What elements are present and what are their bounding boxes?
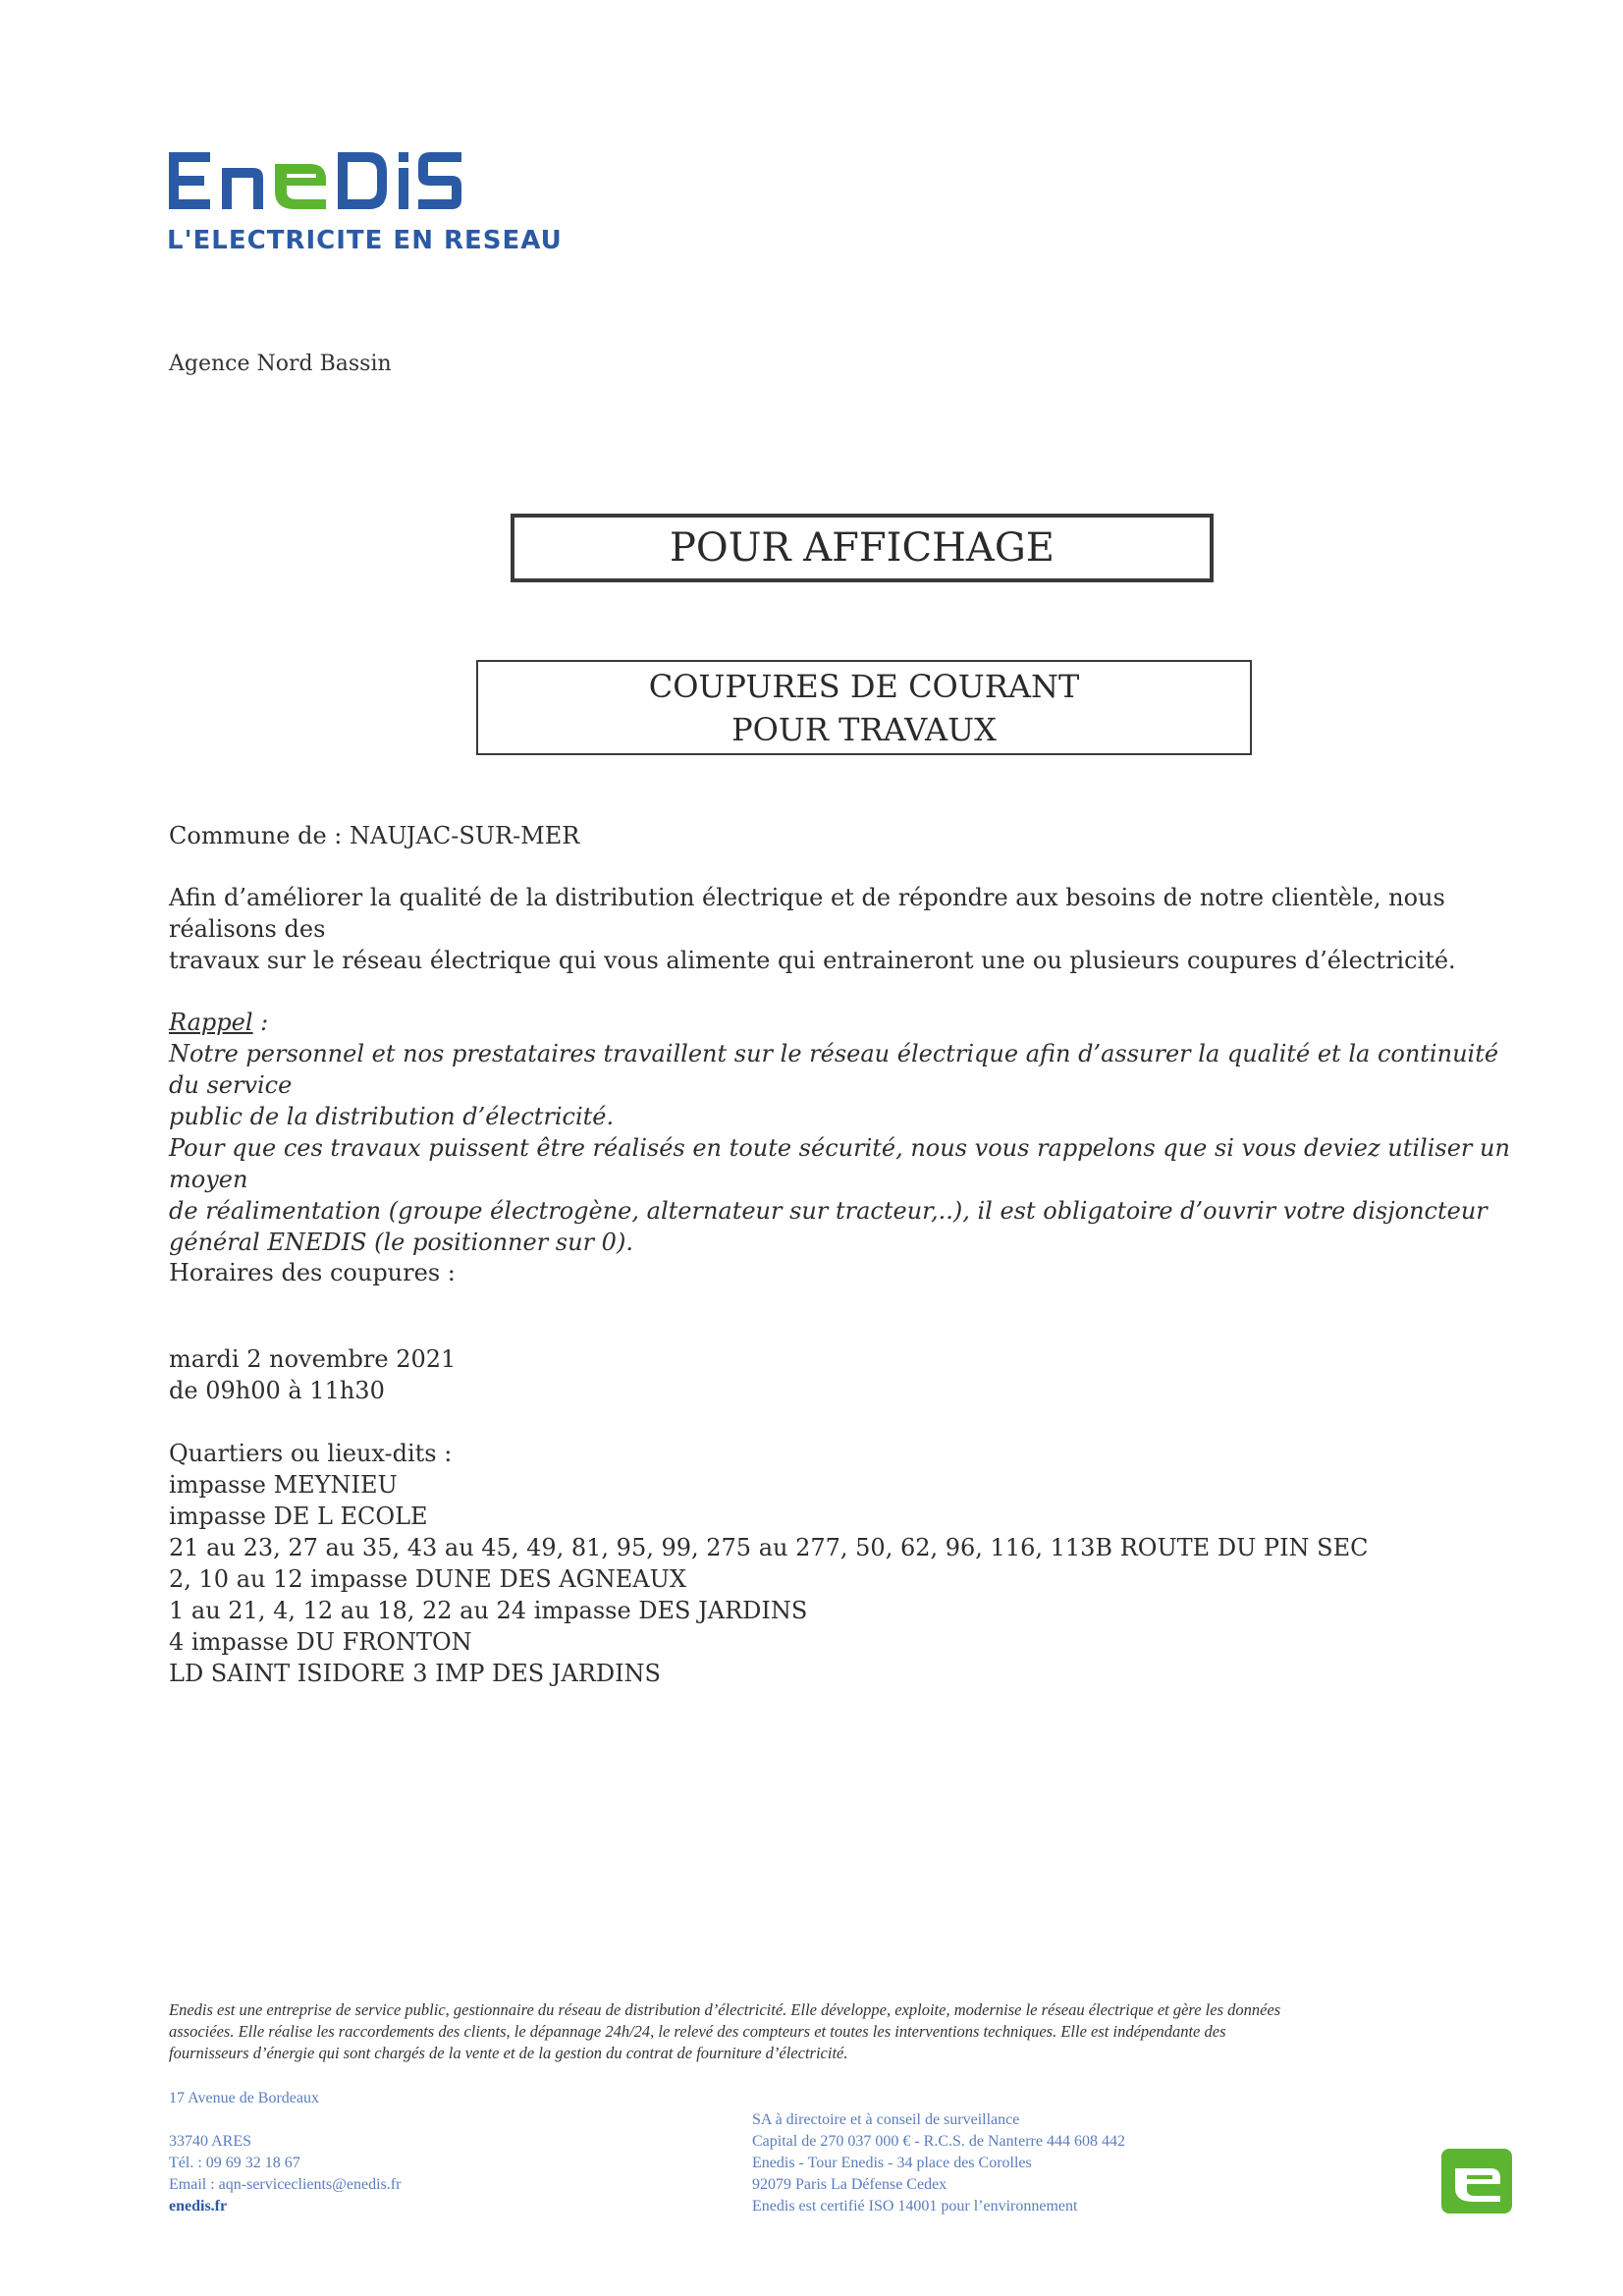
company-line: Capital de 270 037 000 € - R.C.S. de Nanterre 444 608 442 <box>752 2133 1125 2150</box>
intro-line: Afin d’améliorer la qualité de la distribution électrique et de répondre aux besoins de notre clientèle, nous réalisons des <box>169 884 1445 943</box>
subtitle-line-2: POUR TRAVAUX <box>731 710 997 748</box>
schedule-block <box>169 1343 1524 1406</box>
reminder-label: Rappel <box>169 1009 253 1036</box>
area-item: LD SAINT ISIDORE 3 IMP DES JARDINS <box>169 1660 661 1687</box>
reminder-line: de réalimentation (groupe électrogène, alternateur sur tracteur,..), il est obligatoire d’ouvrir votre disjoncteur <box>169 1197 1488 1225</box>
reminder-block <box>169 1007 1524 1258</box>
title-box <box>511 514 1214 582</box>
intro-line: travaux sur le réseau électrique qui vous alimente qui entraineront une ou plusieurs coupures d’électricité. <box>169 947 1456 974</box>
footer-street: 17 Avenue de Bordeaux <box>169 2090 319 2106</box>
company-line: 92079 Paris La Défense Cedex <box>752 2176 947 2193</box>
areas-heading: Quartiers ou lieux-dits : <box>169 1440 453 1467</box>
subtitle-line-1: COUPURES DE COURANT <box>648 667 1080 705</box>
area-item: 1 au 21, 4, 12 au 18, 22 au 24 impasse DES JARDINS <box>169 1597 808 1624</box>
company-line: Enedis est certifié ISO 14001 pour l’environnement <box>752 2198 1078 2214</box>
area-item: impasse MEYNIEU <box>169 1471 398 1499</box>
intro-paragraph <box>169 882 1524 976</box>
area-item: 4 impasse DU FRONTON <box>169 1628 472 1656</box>
footer-address <box>169 2131 401 2217</box>
footer-website-link[interactable]: enedis.fr <box>169 2198 228 2214</box>
footer-city: 33740 ARES <box>169 2133 252 2150</box>
reminder-line: public de la distribution d’électricité. <box>169 1103 615 1130</box>
footer-note-line: Enedis est une entreprise de service public, gestionnaire du réseau de distribution d’électricité. Elle développe, exploite, modernise le réseau électrique et gère les données <box>169 2000 1281 2019</box>
logo-tagline: L'ELECTRICITE EN RESEAU <box>167 226 563 255</box>
footer-legal-note <box>169 1999 1504 2064</box>
reminder-line: Pour que ces travaux puissent être réalisés en toute sécurité, nous vous rappelons que si vous deviez utiliser un moyen <box>169 1134 1510 1193</box>
area-item: 2, 10 au 12 impasse DUNE DES AGNEAUX <box>169 1565 686 1593</box>
area-item: impasse DE L ECOLE <box>169 1503 428 1530</box>
footer-note-line: associées. Elle réalise les raccordements des clients, le dépannage 24h/24, le relevé des compteurs et toutes les interventions techniques. Elle est indépendante des <box>169 2022 1226 2041</box>
enedis-emblem-icon <box>1441 2149 1512 2214</box>
commune-line: Commune de : NAUJAC-SUR-MER <box>169 822 580 849</box>
reminder-line: Notre personnel et nos prestataires travaillent sur le réseau électrique afin d’assurer la qualité et la continuité du service <box>169 1040 1499 1099</box>
reminder-colon: : <box>252 1009 269 1036</box>
schedule-heading: Horaires des coupures : <box>169 1259 456 1286</box>
footer-note-line: fournisseurs d’énergie qui sont chargés de la vente et de la gestion du contrat de fourniture d’électricité. <box>169 2044 848 2062</box>
title-text: POUR AFFICHAGE <box>670 525 1055 571</box>
agency-name: Agence Nord Bassin <box>169 352 392 376</box>
areas-block <box>169 1438 1524 1689</box>
area-item: 21 au 23, 27 au 35, 43 au 45, 49, 81, 95, 99, 275 au 277, 50, 62, 96, 116, 113B ROUTE DU PIN SEC <box>169 1534 1369 1561</box>
footer-email[interactable]: Email : aqn-serviceclients@enedis.fr <box>169 2176 402 2193</box>
schedule-date: mardi 2 novembre 2021 <box>169 1345 457 1373</box>
company-line: Enedis - Tour Enedis - 34 place des Corolles <box>752 2155 1032 2171</box>
footer-tel: Tél. : 09 69 32 18 67 <box>169 2155 300 2171</box>
footer-company-info <box>752 2109 1125 2217</box>
subtitle-box <box>476 660 1252 755</box>
reminder-line: général ENEDIS (le positionner sur 0). <box>169 1229 633 1256</box>
schedule-time: de 09h00 à 11h30 <box>169 1377 385 1404</box>
company-line: SA à directoire et à conseil de surveillance <box>752 2111 1020 2128</box>
reminder-heading <box>169 1007 1524 1038</box>
